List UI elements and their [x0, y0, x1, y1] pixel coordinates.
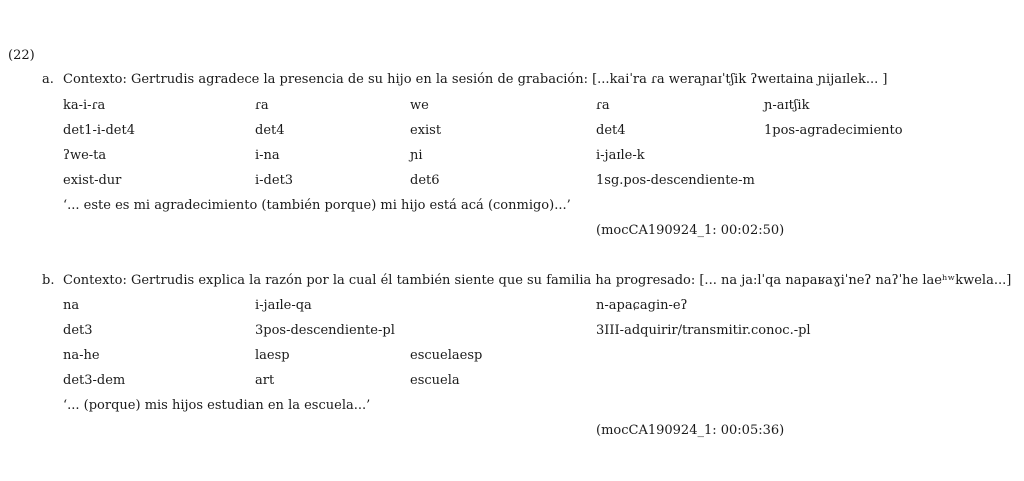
example-a-context: Contexto: Gertrudis agradece la presencia de su hijo en la sesión de grabación: [...kaiˈra ɾa weraɲaɪˈtʃik ʔweɪtaina ɲijaɪlek... ] [63, 72, 888, 87]
gloss-cell: det3-dem [63, 373, 126, 388]
gloss-cell: ɲi [410, 148, 423, 163]
gloss-cell: i-na [255, 148, 280, 163]
example-a-label: a. [42, 72, 54, 87]
gloss-cell: art [255, 373, 275, 388]
gloss-cell: ɾa [255, 98, 269, 113]
example-number: (22) [8, 48, 35, 63]
gloss-cell: det6 [410, 173, 440, 188]
gloss-cell: 1sg.pos-descendiente-m [596, 173, 755, 188]
gloss-cell: exist-dur [63, 173, 122, 188]
gloss-cell: 3III-adquirir/transmitir.conoc.-pl [596, 323, 811, 338]
gloss-cell: na [63, 298, 80, 313]
gloss-cell: ka-i-ɾa [63, 98, 106, 113]
source-citation: (mocCA190924_1: 00:05:36) [596, 423, 785, 438]
gloss-cell: 3pos-descendiente-pl [255, 323, 395, 338]
gloss-cell: 1pos-agradecimiento [764, 123, 903, 138]
gloss-cell: det4 [255, 123, 285, 138]
gloss-cell: det3 [63, 323, 93, 338]
gloss-cell: ɲ-aɪtʃik [764, 98, 810, 113]
gloss-cell: laesp [255, 348, 290, 363]
gloss-cell: n-apaɕagin-eʔ [596, 298, 688, 313]
gloss-cell: i-det3 [255, 173, 294, 188]
source-citation: (mocCA190924_1: 00:02:50) [596, 223, 785, 238]
gloss-cell: escuelaesp [410, 348, 483, 363]
gloss-cell: na-he [63, 348, 100, 363]
gloss-cell: i-jaɪle-qa [255, 298, 312, 313]
gloss-cell: det4 [596, 123, 626, 138]
gloss-cell: ɾa [596, 98, 610, 113]
example-b-context: Contexto: Gertrudis explica la razón por la cual él también siente que su familia ha progresado: [... na ja:lˈqa napaʁaɣiˈneʔ naʔˈhe laeʰʷkwela...] [63, 273, 1012, 288]
gloss-cell: exist [410, 123, 442, 138]
gloss-cell: det1-i-det4 [63, 123, 135, 138]
free-translation: ‘... este es mi agradecimiento (también porque) mi hijo está acá (conmigo)...’ [63, 198, 571, 213]
gloss-cell: ʔwe-ta [63, 148, 107, 163]
example-b-label: b. [42, 273, 55, 288]
gloss-cell: escuela [410, 373, 460, 388]
gloss-cell: i-jaɪle-k [596, 148, 645, 163]
free-translation: ‘... (porque) mis hijos estudian en la escuela...’ [63, 398, 371, 413]
gloss-cell: we [410, 98, 429, 113]
